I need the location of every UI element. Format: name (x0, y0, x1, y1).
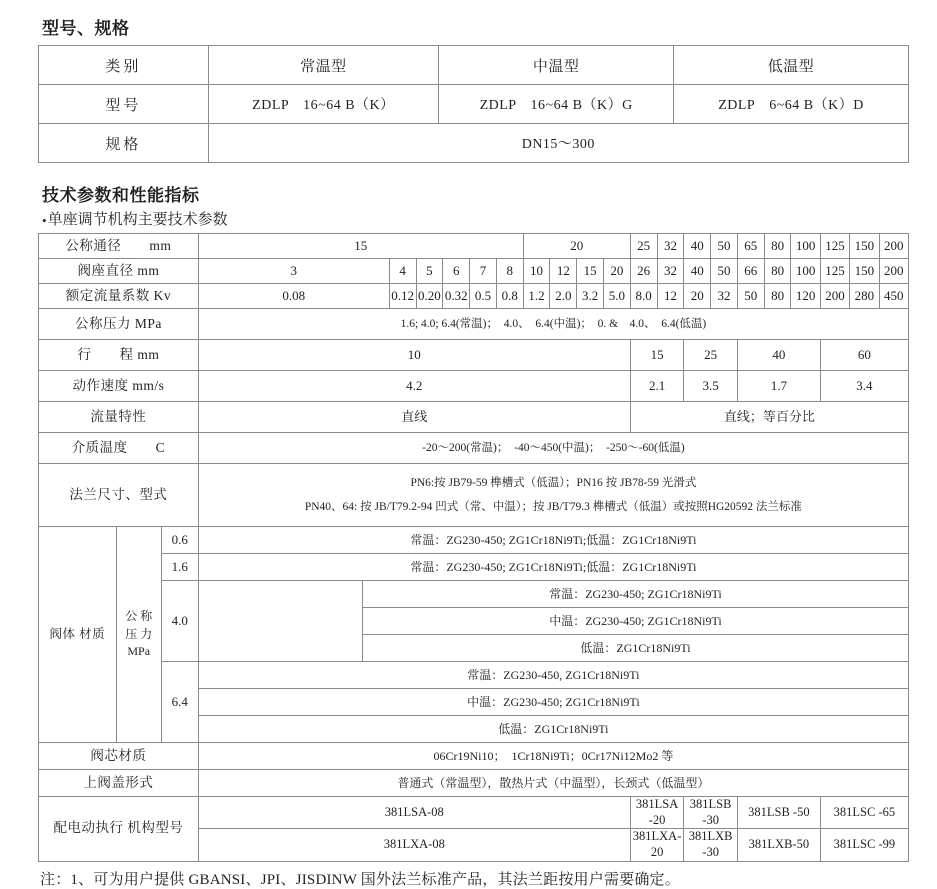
seat-diameter-value: 3 (198, 259, 389, 284)
seat-diameter-value: 125 (820, 259, 849, 284)
stroke-value: 40 (737, 340, 820, 371)
row-body-material (39, 581, 909, 608)
row-label-seat-diameter: 阀座直径 mm (39, 259, 199, 284)
seat-diameter-value: 40 (684, 259, 711, 284)
row-label-flow-characteristic: 流量特性 (39, 402, 199, 433)
flow-coefficient-value: 450 (879, 284, 908, 309)
nominal-diameter-value: 150 (850, 234, 879, 259)
seat-diameter-value: 150 (850, 259, 879, 284)
nominal-pressure-value: 1.6; 4.0; 6.4(常温)； 4.0、 6.4(中温)； 0. & 4.0、 6.4(低温) (198, 309, 908, 340)
body-material-indent (198, 581, 362, 662)
actuator-model-left: 381LXA-08 (198, 829, 630, 861)
flow-coefficient-value: 0.12 (389, 284, 416, 309)
actuator-model-left: 381LSA-08 (198, 797, 630, 829)
spec-value: DN15～300 (208, 124, 908, 163)
body-material-pressure: 6.4 (161, 662, 198, 743)
row-body-material (39, 554, 909, 581)
flow-coefficient-value: 200 (820, 284, 849, 309)
flow-coefficient-value: 0.32 (443, 284, 470, 309)
row-label-actuator-model: 配电动执行 机构型号 (39, 797, 199, 862)
core-material-value: 06Cr19Ni10； 1Cr18Ni9Ti；0Cr17Ni12Mo2 等 (198, 743, 908, 770)
row-label-core-material: 阀芯材质 (39, 743, 199, 770)
flow-coefficient-value: 0.08 (198, 284, 389, 309)
nominal-diameter-value: 20 (523, 234, 630, 259)
category-normal-temp: 常温型 (208, 46, 439, 85)
nominal-diameter-value: 50 (711, 234, 738, 259)
table-row (39, 85, 909, 124)
actuator-model-right: 381LSB -30 (684, 797, 738, 829)
flow-coefficient-value: 120 (791, 284, 820, 309)
page-title-model-spec: 型号、规格 (42, 19, 130, 38)
row-label-nominal-diameter: 公称通径 mm (39, 234, 199, 259)
row-body-material (39, 527, 909, 554)
actuator-model-right: 381LSA -20 (630, 797, 684, 829)
stroke-value: 15 (630, 340, 684, 371)
row-label-action-speed: 动作速度 mm/s (39, 371, 199, 402)
seat-diameter-value: 4 (389, 259, 416, 284)
nominal-diameter-value: 125 (820, 234, 849, 259)
body-material-pressure: 0.6 (161, 527, 198, 554)
stroke-value: 25 (684, 340, 738, 371)
seat-diameter-value: 5 (416, 259, 443, 284)
nominal-diameter-value: 100 (791, 234, 820, 259)
footnote: 注：1、可为用户提供 GBANSI、JPI、JISDINW 国外法兰标准产品，其法兰距按用户需要确定。 (40, 871, 680, 888)
row-label-model: 型号 (39, 85, 209, 124)
seat-diameter-value: 66 (737, 259, 764, 284)
seat-diameter-value: 100 (791, 259, 820, 284)
category-medium-temp: 中温型 (439, 46, 674, 85)
row-label-medium-temperature: 介质温度 C (39, 433, 199, 464)
seat-diameter-value: 7 (470, 259, 497, 284)
body-material-value: 常温：ZG230-450; ZG1Cr18Ni9Ti (362, 581, 908, 608)
flow-coefficient-value: 12 (657, 284, 684, 309)
flange-line-1: PN6:按 JB79-59 榫槽式（低温）；PN16 按 JB78-59 光滑式 (410, 476, 697, 489)
action-speed-value: 4.2 (198, 371, 630, 402)
action-speed-value: 3.5 (684, 371, 738, 402)
actuator-model-right: 381LXB-50 (737, 829, 820, 861)
flange-line-2: PN40、64: 按 JB/T79.2-94 凹式（常、中温）；按 JB/T79.3 榫槽式（低温）或按照HG20592 法兰标准 (304, 501, 802, 513)
seat-diameter-value: 6 (443, 259, 470, 284)
body-material-value: 常温：ZG230-450; ZG1Cr18Ni9Ti;低温：ZG1Cr18Ni9Ti (198, 554, 908, 581)
row-label-stroke: 行 程 mm (39, 340, 199, 371)
bullet-icon: • (42, 212, 47, 228)
row-label-nominal-pressure-mpa: 公 称 压 力 MPa (116, 527, 161, 743)
row-seat-diameter (39, 259, 909, 284)
row-nominal-pressure (39, 309, 909, 340)
seat-diameter-value: 50 (711, 259, 738, 284)
flow-coefficient-value: 2.0 (550, 284, 577, 309)
row-actuator-model (39, 797, 909, 829)
actuator-model-right: 381LSC -65 (820, 797, 908, 829)
flow-coefficient-value: 3.2 (577, 284, 604, 309)
row-label-spec: 规格 (39, 124, 209, 163)
subtitle-single-seat: •单座调节机构主要技术参数 (42, 212, 228, 228)
seat-diameter-value: 12 (550, 259, 577, 284)
seat-diameter-value: 200 (879, 259, 908, 284)
seat-diameter-value: 8 (496, 259, 523, 284)
flow-coefficient-value: 0.5 (470, 284, 497, 309)
model-normal-temp: ZDLP 16~64 B（K） (208, 85, 439, 124)
action-speed-value: 2.1 (630, 371, 684, 402)
seat-diameter-value: 80 (764, 259, 791, 284)
body-material-pressure: 1.6 (161, 554, 198, 581)
flow-characteristic-value: 直线 (198, 402, 630, 433)
row-stroke (39, 340, 909, 371)
flow-coefficient-value: 80 (764, 284, 791, 309)
flow-coefficient-value: 280 (850, 284, 879, 309)
flow-coefficient-value: 20 (684, 284, 711, 309)
row-label-body-material: 阀体 材质 (39, 527, 117, 743)
row-body-material (39, 662, 909, 689)
category-low-temp: 低温型 (674, 46, 909, 85)
body-material-value: 低温：ZG1Cr18Ni9Ti (198, 716, 908, 743)
body-material-value: 常温：ZG230-450; ZG1Cr18Ni9Ti;低温：ZG1Cr18Ni9Ti (198, 527, 908, 554)
row-flow-characteristic (39, 402, 909, 433)
row-nominal-diameter (39, 234, 909, 259)
flow-coefficient-value: 0.8 (496, 284, 523, 309)
flow-characteristic-value: 直线；等百分比 (630, 402, 908, 433)
stroke-value: 60 (820, 340, 908, 371)
model-spec-table (38, 45, 909, 163)
row-bonnet-type (39, 770, 909, 797)
model-medium-temp: ZDLP 16~64 B（K）G (439, 85, 674, 124)
body-material-value: 常温：ZG230-450, ZG1Cr18Ni9Ti (198, 662, 908, 689)
action-speed-value: 3.4 (820, 371, 908, 402)
actuator-model-right: 381LXA-20 (630, 829, 684, 861)
nominal-diameter-value: 65 (737, 234, 764, 259)
flow-coefficient-value: 8.0 (630, 284, 657, 309)
flow-coefficient-value: 50 (737, 284, 764, 309)
row-label-flange-size-type: 法兰尺寸、型式 (39, 464, 199, 527)
flange-size-type-value (198, 464, 908, 527)
seat-diameter-value: 20 (604, 259, 631, 284)
table-row (39, 124, 909, 163)
row-label-category: 类别 (39, 46, 209, 85)
seat-diameter-value: 32 (657, 259, 684, 284)
actuator-model-right: 381LXB -30 (684, 829, 738, 861)
seat-diameter-value: 26 (630, 259, 657, 284)
body-material-value: 中温：ZG230-450; ZG1Cr18Ni9Ti (362, 608, 908, 635)
flow-coefficient-value: 0.20 (416, 284, 443, 309)
stroke-value: 10 (198, 340, 630, 371)
model-low-temp: ZDLP 6~64 B（K）D (674, 85, 909, 124)
nominal-diameter-value: 200 (879, 234, 908, 259)
row-label-bonnet-type: 上阀盖形式 (39, 770, 199, 797)
body-material-value: 低温：ZG1Cr18Ni9Ti (362, 635, 908, 662)
row-action-speed (39, 371, 909, 402)
action-speed-value: 1.7 (737, 371, 820, 402)
seat-diameter-value: 15 (577, 259, 604, 284)
medium-temperature-value: -20～200(常温)； -40～450(中温)； -250～-60(低温) (198, 433, 908, 464)
page-title-tech-params: 技术参数和性能指标 (42, 186, 200, 205)
technical-spec-table (38, 233, 909, 862)
flow-coefficient-value: 32 (711, 284, 738, 309)
nominal-diameter-value: 25 (630, 234, 657, 259)
table-row (39, 46, 909, 85)
body-material-pressure: 4.0 (161, 581, 198, 662)
nominal-diameter-value: 80 (764, 234, 791, 259)
flow-coefficient-value: 1.2 (523, 284, 550, 309)
row-label-flow-coefficient: 额定流量系数 Kv (39, 284, 199, 309)
row-label-nominal-pressure: 公称压力 MPa (39, 309, 199, 340)
seat-diameter-value: 10 (523, 259, 550, 284)
row-medium-temperature (39, 433, 909, 464)
nominal-diameter-value: 40 (684, 234, 711, 259)
row-flange-size-type (39, 464, 909, 527)
row-flow-coefficient (39, 284, 909, 309)
body-material-value: 中温：ZG230-450; ZG1Cr18Ni9Ti (198, 689, 908, 716)
actuator-model-right: 381LSC -99 (820, 829, 908, 861)
row-core-material (39, 743, 909, 770)
nominal-diameter-value: 32 (657, 234, 684, 259)
nominal-diameter-value: 15 (198, 234, 523, 259)
flow-coefficient-value: 5.0 (604, 284, 631, 309)
actuator-model-right: 381LSB -50 (737, 797, 820, 829)
bonnet-type-value: 普通式（常温型），散热片式（中温型），长颈式（低温型） (198, 770, 908, 797)
